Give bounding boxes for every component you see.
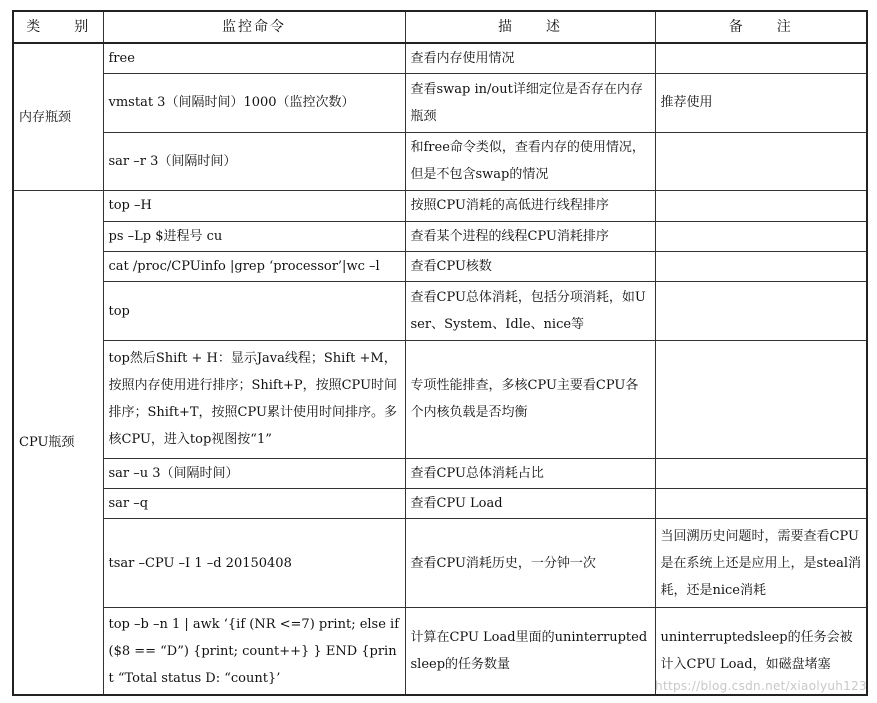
description-cell: 查看CPU总体消耗占比	[405, 458, 655, 488]
table-row	[13, 221, 867, 251]
command-cell: top然后Shift + H：显示Java线程；Shift +M，按照内存使用进行排序；Shift+P，按照CPU时间排序；Shift+T，按照CPU累计使用时间排序。多核CPU，进入top视图按“1”	[103, 341, 405, 458]
command-cell: tsar –CPU –I 1 –d 20150408	[103, 519, 405, 608]
command-cell: free	[103, 43, 405, 73]
remark-cell	[655, 132, 867, 191]
description-cell: 专项性能排查，多核CPU主要看CPU各个内核负载是否均衡	[405, 341, 655, 458]
category-memory: 内存瓶颈	[13, 43, 103, 191]
monitoring-table-sheet	[12, 10, 866, 696]
command-cell: top –b –n 1 | awk ‘{if (NR <=7) print; else if ($8 == “D”) {print; count++} } END {print “Total status D: “count}’	[103, 608, 405, 695]
table-row	[13, 488, 867, 518]
header-command: 监控命令	[103, 11, 405, 43]
remark-cell	[655, 191, 867, 221]
description-cell: 查看内存使用情况	[405, 43, 655, 73]
watermark: https://blog.csdn.net/xiaolyuh123	[655, 679, 867, 693]
table-row	[13, 43, 867, 73]
header-category: 类 别	[13, 11, 103, 43]
table-row	[13, 341, 867, 458]
remark-cell: 当回溯历史问题时，需要查看CPU是在系统上还是应用上，是steal消耗，还是nice消耗	[655, 519, 867, 608]
description-cell: 查看某个进程的线程CPU消耗排序	[405, 221, 655, 251]
table-row	[13, 519, 867, 608]
table-row	[13, 132, 867, 191]
description-cell: 计算在CPU Load里面的uninterruptedsleep的任务数量	[405, 608, 655, 695]
command-cell: top –H	[103, 191, 405, 221]
description-cell: 按照CPU消耗的高低进行线程排序	[405, 191, 655, 221]
remark-cell: uninterruptedsleep的任务会被计入CPU Load，如磁盘堵塞	[655, 608, 867, 695]
header-remark: 备 注	[655, 11, 867, 43]
command-cell: top	[103, 282, 405, 341]
monitoring-commands-table	[12, 10, 868, 696]
description-cell: 查看CPU核数	[405, 252, 655, 282]
remark-cell	[655, 252, 867, 282]
table-row	[13, 191, 867, 221]
header-description: 描 述	[405, 11, 655, 43]
command-cell: sar –u 3（间隔时间）	[103, 458, 405, 488]
command-cell: vmstat 3（间隔时间）1000（监控次数）	[103, 73, 405, 132]
remark-cell	[655, 488, 867, 518]
description-cell: 查看swap in/out详细定位是否存在内存瓶颈	[405, 73, 655, 132]
category-cpu: CPU瓶颈	[13, 191, 103, 695]
command-cell: sar –q	[103, 488, 405, 518]
description-cell: 查看CPU总体消耗，包括分项消耗，如User、System、Idle、nice等	[405, 282, 655, 341]
table-row	[13, 73, 867, 132]
table-row	[13, 458, 867, 488]
remark-cell	[655, 282, 867, 341]
remark-cell: 推荐使用	[655, 73, 867, 132]
command-cell: cat /proc/CPUinfo |grep ‘processor’|wc –l	[103, 252, 405, 282]
table-header-row	[13, 11, 867, 43]
description-cell: 查看CPU消耗历史，一分钟一次	[405, 519, 655, 608]
description-cell: 查看CPU Load	[405, 488, 655, 518]
table-row	[13, 252, 867, 282]
command-cell: ps –Lp $进程号 cu	[103, 221, 405, 251]
description-cell: 和free命令类似，查看内存的使用情况，但是不包含swap的情况	[405, 132, 655, 191]
remark-cell	[655, 341, 867, 458]
remark-cell	[655, 458, 867, 488]
table-row	[13, 282, 867, 341]
remark-cell	[655, 43, 867, 73]
remark-cell	[655, 221, 867, 251]
command-cell: sar –r 3（间隔时间）	[103, 132, 405, 191]
